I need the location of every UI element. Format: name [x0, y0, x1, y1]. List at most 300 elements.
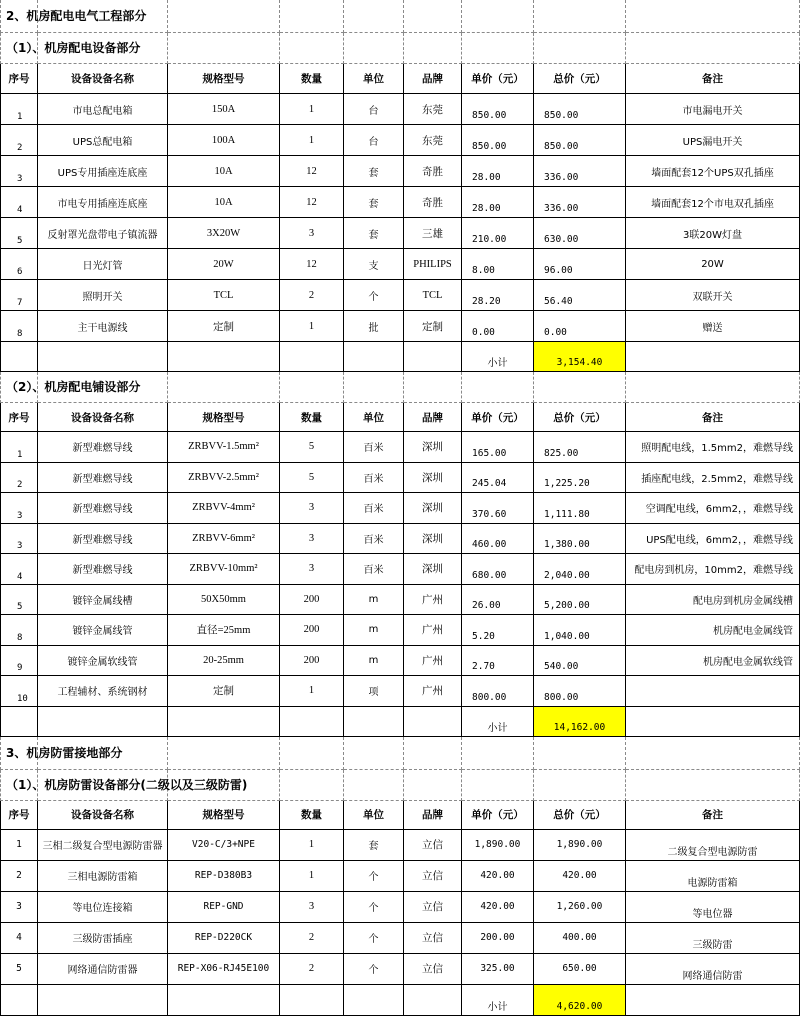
empty-cell[interactable]: [344, 737, 404, 770]
unit-price[interactable]: 245.04: [462, 463, 534, 494]
row-number[interactable]: 3: [0, 892, 38, 923]
item-unit[interactable]: 台: [344, 94, 404, 125]
subtotal-value[interactable]: 14,162.00: [534, 707, 626, 737]
item-spec[interactable]: 100A: [168, 125, 280, 156]
unit-price[interactable]: 28.00: [462, 156, 534, 187]
total-price[interactable]: 336.00: [534, 156, 626, 187]
item-name[interactable]: 新型难燃导线: [38, 493, 168, 524]
item-spec[interactable]: ZRBVV-6mm²: [168, 524, 280, 555]
row-number[interactable]: 4: [0, 923, 38, 954]
table-title-3: （1）、机房防雷设备部分(二级以及三级防雷): [6, 777, 248, 792]
unit-price[interactable]: 8.00: [462, 249, 534, 280]
unit-price[interactable]: 850.00: [462, 94, 534, 125]
item-brand[interactable]: 立信: [404, 830, 462, 861]
column-header[interactable]: 备注: [626, 801, 800, 830]
item-unit[interactable]: 套: [344, 218, 404, 249]
empty-cell[interactable]: [0, 342, 38, 372]
empty-cell[interactable]: [280, 985, 344, 1016]
row-number[interactable]: 5: [0, 954, 38, 985]
empty-cell[interactable]: [404, 770, 462, 801]
empty-cell[interactable]: [0, 707, 38, 737]
item-unit[interactable]: 百米: [344, 554, 404, 585]
empty-cell[interactable]: [168, 737, 280, 770]
item-name[interactable]: 新型难燃导线: [38, 554, 168, 585]
item-spec[interactable]: 150A: [168, 94, 280, 125]
item-quantity[interactable]: 2: [280, 954, 344, 985]
item-note[interactable]: 插座配电线，2.5mm2，难燃导线: [626, 463, 800, 494]
total-price[interactable]: 850.00: [534, 125, 626, 156]
empty-cell[interactable]: [534, 372, 626, 403]
item-brand[interactable]: 深圳: [404, 524, 462, 555]
total-price[interactable]: 540.00: [534, 646, 626, 677]
item-unit[interactable]: 项: [344, 676, 404, 707]
empty-cell[interactable]: [168, 985, 280, 1016]
subtotal-row: [0, 985, 800, 1016]
item-name[interactable]: 网络通信防雷器: [38, 954, 168, 985]
item-spec[interactable]: 10A: [168, 156, 280, 187]
item-unit[interactable]: m: [344, 615, 404, 646]
column-header[interactable]: 数量: [280, 801, 344, 830]
row-number[interactable]: 8: [0, 615, 38, 646]
item-unit[interactable]: 个: [344, 954, 404, 985]
item-spec[interactable]: ZRBVV-2.5mm²: [168, 463, 280, 494]
item-note[interactable]: 网络通信防雷: [626, 954, 800, 985]
item-unit[interactable]: 个: [344, 892, 404, 923]
row-number[interactable]: 5: [0, 218, 38, 249]
item-quantity[interactable]: 1: [280, 125, 344, 156]
empty-cell[interactable]: [168, 33, 280, 64]
empty-cell[interactable]: [38, 985, 168, 1016]
item-quantity[interactable]: 12: [280, 187, 344, 218]
table-row: [0, 524, 800, 555]
empty-cell[interactable]: [462, 0, 534, 33]
unit-price[interactable]: 680.00: [462, 554, 534, 585]
empty-cell[interactable]: [280, 342, 344, 372]
item-brand[interactable]: PHILIPS: [404, 249, 462, 280]
row-number[interactable]: 3: [0, 493, 38, 524]
item-quantity[interactable]: 5: [280, 463, 344, 494]
empty-cell[interactable]: [280, 707, 344, 737]
item-quantity[interactable]: 3: [280, 493, 344, 524]
empty-cell[interactable]: [626, 737, 800, 770]
table-row: [0, 646, 800, 677]
unit-price[interactable]: 2.70: [462, 646, 534, 677]
empty-cell[interactable]: [280, 0, 344, 33]
item-name[interactable]: 新型难燃导线: [38, 432, 168, 463]
row-number[interactable]: 9: [0, 646, 38, 677]
empty-cell[interactable]: [344, 770, 404, 801]
unit-price[interactable]: 460.00: [462, 524, 534, 555]
item-note[interactable]: 双联开关: [626, 280, 800, 311]
total-price[interactable]: 96.00: [534, 249, 626, 280]
table-row: [0, 94, 800, 125]
column-header[interactable]: 品牌: [404, 64, 462, 94]
empty-cell[interactable]: [344, 985, 404, 1016]
item-quantity[interactable]: 1: [280, 94, 344, 125]
item-unit[interactable]: 个: [344, 861, 404, 892]
item-spec[interactable]: 定制: [168, 676, 280, 707]
item-unit[interactable]: 套: [344, 187, 404, 218]
column-header[interactable]: 规格型号: [168, 64, 280, 94]
column-header[interactable]: 备注: [626, 64, 800, 94]
empty-cell[interactable]: [626, 342, 800, 372]
table-row: [0, 830, 800, 861]
total-price[interactable]: 1,040.00: [534, 615, 626, 646]
empty-cell[interactable]: [280, 33, 344, 64]
empty-cell[interactable]: [404, 0, 462, 33]
item-name[interactable]: 主干电源线: [38, 311, 168, 342]
item-unit[interactable]: m: [344, 646, 404, 677]
row-number[interactable]: 10: [0, 676, 38, 707]
total-price[interactable]: 420.00: [534, 861, 626, 892]
empty-cell[interactable]: [168, 707, 280, 737]
item-quantity[interactable]: 1: [280, 830, 344, 861]
item-quantity[interactable]: 3: [280, 218, 344, 249]
empty-cell[interactable]: [462, 372, 534, 403]
empty-cell[interactable]: [626, 33, 800, 64]
item-brand[interactable]: TCL: [404, 280, 462, 311]
item-brand[interactable]: 东莞: [404, 125, 462, 156]
item-unit[interactable]: 台: [344, 125, 404, 156]
empty-cell[interactable]: [344, 0, 404, 33]
item-note[interactable]: 墙面配套12个UPS双孔插座: [626, 156, 800, 187]
item-name[interactable]: 三级防雷插座: [38, 923, 168, 954]
empty-cell[interactable]: [344, 707, 404, 737]
item-quantity[interactable]: 3: [280, 554, 344, 585]
item-unit[interactable]: 套: [344, 830, 404, 861]
column-header[interactable]: 单价（元）: [462, 403, 534, 432]
item-unit[interactable]: 套: [344, 156, 404, 187]
item-spec[interactable]: REP-D220CK: [168, 923, 280, 954]
item-quantity[interactable]: 200: [280, 585, 344, 616]
column-header[interactable]: 单价（元）: [462, 64, 534, 94]
item-brand[interactable]: 立信: [404, 954, 462, 985]
row-number[interactable]: 3: [0, 156, 38, 187]
empty-cell[interactable]: [404, 707, 462, 737]
row-number[interactable]: 4: [0, 187, 38, 218]
item-note[interactable]: 二级复合型电源防雷: [626, 830, 800, 861]
column-header[interactable]: 总价（元）: [534, 403, 626, 432]
item-quantity[interactable]: 1: [280, 861, 344, 892]
empty-cell[interactable]: [404, 33, 462, 64]
empty-cell[interactable]: [344, 342, 404, 372]
table-row: [0, 432, 800, 463]
total-price[interactable]: 1,111.80: [534, 493, 626, 524]
section-title-3-row: [0, 737, 800, 770]
empty-cell[interactable]: [404, 342, 462, 372]
column-header[interactable]: 设备设备名称: [38, 403, 168, 432]
unit-price[interactable]: 165.00: [462, 432, 534, 463]
item-note[interactable]: 配电房到机房，10mm2，难燃导线: [626, 554, 800, 585]
item-unit[interactable]: 百米: [344, 463, 404, 494]
subtotal-value[interactable]: 4,620.00: [534, 985, 626, 1016]
item-note[interactable]: 空调配电线，6mm2，，难燃导线: [626, 493, 800, 524]
empty-cell[interactable]: [462, 737, 534, 770]
unit-price[interactable]: 420.00: [462, 861, 534, 892]
total-price[interactable]: 0.00: [534, 311, 626, 342]
total-price[interactable]: 336.00: [534, 187, 626, 218]
column-header[interactable]: 单位: [344, 403, 404, 432]
item-name[interactable]: 工程辅材、系统钢材: [38, 676, 168, 707]
item-quantity[interactable]: 3: [280, 524, 344, 555]
item-name[interactable]: 新型难燃导线: [38, 463, 168, 494]
item-spec[interactable]: 20-25mm: [168, 646, 280, 677]
item-name[interactable]: 新型难燃导线: [38, 524, 168, 555]
empty-cell[interactable]: [168, 342, 280, 372]
subtotal-value[interactable]: 3,154.40: [534, 342, 626, 372]
total-price[interactable]: 1,380.00: [534, 524, 626, 555]
item-brand[interactable]: 广州: [404, 646, 462, 677]
empty-cell[interactable]: [344, 33, 404, 64]
empty-cell[interactable]: [534, 737, 626, 770]
item-name[interactable]: 市电总配电箱: [38, 94, 168, 125]
item-name[interactable]: 镀锌金属线槽: [38, 585, 168, 616]
item-quantity[interactable]: 12: [280, 156, 344, 187]
empty-cell[interactable]: [534, 0, 626, 33]
column-header[interactable]: 规格型号: [168, 801, 280, 830]
item-spec[interactable]: 50X50mm: [168, 585, 280, 616]
total-price[interactable]: 1,225.20: [534, 463, 626, 494]
item-spec[interactable]: V20-C/3+NPE: [168, 830, 280, 861]
empty-cell[interactable]: [626, 770, 800, 801]
subtotal-label[interactable]: 小计: [462, 707, 534, 737]
item-name[interactable]: 反射罩光盘带电子镇流器: [38, 218, 168, 249]
row-number[interactable]: 7: [0, 280, 38, 311]
unit-price[interactable]: 0.00: [462, 311, 534, 342]
item-name[interactable]: 三相二级复合型电源防雷器: [38, 830, 168, 861]
empty-cell[interactable]: [534, 770, 626, 801]
item-name[interactable]: 三相电源防雷箱: [38, 861, 168, 892]
item-spec[interactable]: REP-D380B3: [168, 861, 280, 892]
column-header[interactable]: 规格型号: [168, 403, 280, 432]
item-note[interactable]: 20W: [626, 249, 800, 280]
empty-cell[interactable]: [534, 33, 626, 64]
item-note[interactable]: 墙面配套12个市电双孔插座: [626, 187, 800, 218]
unit-price[interactable]: 5.20: [462, 615, 534, 646]
empty-cell[interactable]: [626, 0, 800, 33]
empty-cell[interactable]: [280, 737, 344, 770]
item-note[interactable]: 赠送: [626, 311, 800, 342]
total-price[interactable]: 1,260.00: [534, 892, 626, 923]
item-brand[interactable]: 深圳: [404, 493, 462, 524]
item-note[interactable]: 3联20W灯盘: [626, 218, 800, 249]
item-note[interactable]: 照明配电线，1.5mm2，难燃导线: [626, 432, 800, 463]
item-brand[interactable]: 定制: [404, 311, 462, 342]
item-name[interactable]: 日光灯管: [38, 249, 168, 280]
item-brand[interactable]: 立信: [404, 892, 462, 923]
item-name[interactable]: 镀锌金属线管: [38, 615, 168, 646]
item-note[interactable]: 市电漏电开关: [626, 94, 800, 125]
item-spec[interactable]: 直径=25mm: [168, 615, 280, 646]
row-number[interactable]: 1: [0, 94, 38, 125]
unit-price[interactable]: 420.00: [462, 892, 534, 923]
table-row: [0, 923, 800, 954]
item-spec[interactable]: 定制: [168, 311, 280, 342]
column-header[interactable]: 单位: [344, 801, 404, 830]
row-number[interactable]: 2: [0, 861, 38, 892]
unit-price[interactable]: 1,890.00: [462, 830, 534, 861]
item-note[interactable]: 等电位器: [626, 892, 800, 923]
item-quantity[interactable]: 3: [280, 892, 344, 923]
empty-cell[interactable]: [168, 372, 280, 403]
item-spec[interactable]: ZRBVV-10mm²: [168, 554, 280, 585]
item-quantity[interactable]: 1: [280, 676, 344, 707]
empty-cell[interactable]: [404, 985, 462, 1016]
total-price[interactable]: 825.00: [534, 432, 626, 463]
row-number[interactable]: 4: [0, 554, 38, 585]
column-header[interactable]: 设备设备名称: [38, 801, 168, 830]
total-price[interactable]: 1,890.00: [534, 830, 626, 861]
item-name[interactable]: UPS专用插座连底座: [38, 156, 168, 187]
item-unit[interactable]: 个: [344, 280, 404, 311]
item-brand[interactable]: 广州: [404, 585, 462, 616]
empty-cell[interactable]: [0, 985, 38, 1016]
item-name[interactable]: 等电位连接箱: [38, 892, 168, 923]
column-header[interactable]: 备注: [626, 403, 800, 432]
item-brand[interactable]: 三雄: [404, 218, 462, 249]
unit-price[interactable]: 325.00: [462, 954, 534, 985]
empty-cell[interactable]: [168, 0, 280, 33]
unit-price[interactable]: 210.00: [462, 218, 534, 249]
item-quantity[interactable]: 2: [280, 280, 344, 311]
unit-price[interactable]: 200.00: [462, 923, 534, 954]
unit-price[interactable]: 370.60: [462, 493, 534, 524]
item-unit[interactable]: 百米: [344, 493, 404, 524]
item-unit[interactable]: 个: [344, 923, 404, 954]
item-unit[interactable]: 批: [344, 311, 404, 342]
unit-price[interactable]: 28.20: [462, 280, 534, 311]
column-header[interactable]: 总价（元）: [534, 801, 626, 830]
column-header[interactable]: 序号: [0, 403, 38, 432]
item-name[interactable]: 市电专用插座连底座: [38, 187, 168, 218]
column-header[interactable]: 设备设备名称: [38, 64, 168, 94]
item-brand[interactable]: 广州: [404, 676, 462, 707]
item-spec[interactable]: REP-GND: [168, 892, 280, 923]
item-quantity[interactable]: 200: [280, 615, 344, 646]
total-price[interactable]: 400.00: [534, 923, 626, 954]
empty-cell[interactable]: [404, 372, 462, 403]
item-brand[interactable]: 奇胜: [404, 187, 462, 218]
item-quantity[interactable]: 2: [280, 923, 344, 954]
row-number[interactable]: 8: [0, 311, 38, 342]
total-price[interactable]: 850.00: [534, 94, 626, 125]
column-header[interactable]: 品牌: [404, 801, 462, 830]
unit-price[interactable]: 26.00: [462, 585, 534, 616]
total-price[interactable]: 650.00: [534, 954, 626, 985]
item-note[interactable]: 机房配电金属线管: [626, 615, 800, 646]
empty-cell[interactable]: [280, 770, 344, 801]
item-quantity[interactable]: 200: [280, 646, 344, 677]
item-brand[interactable]: 奇胜: [404, 156, 462, 187]
table-row: [0, 156, 800, 187]
table-row: [0, 954, 800, 985]
item-spec[interactable]: 3X20W: [168, 218, 280, 249]
item-note[interactable]: 电源防雷箱: [626, 861, 800, 892]
column-header[interactable]: 序号: [0, 801, 38, 830]
empty-cell[interactable]: [626, 707, 800, 737]
empty-cell[interactable]: [38, 342, 168, 372]
item-spec[interactable]: 10A: [168, 187, 280, 218]
item-note[interactable]: [626, 676, 800, 707]
item-unit[interactable]: 百米: [344, 432, 404, 463]
item-unit[interactable]: 百米: [344, 524, 404, 555]
total-price[interactable]: 800.00: [534, 676, 626, 707]
total-price[interactable]: 5,200.00: [534, 585, 626, 616]
column-header[interactable]: 序号: [0, 64, 38, 94]
column-header[interactable]: 单位: [344, 64, 404, 94]
item-spec[interactable]: ZRBVV-4mm²: [168, 493, 280, 524]
item-unit[interactable]: m: [344, 585, 404, 616]
item-brand[interactable]: 东莞: [404, 94, 462, 125]
table-title-1: （1）、机房配电设备部分: [6, 41, 141, 55]
column-header[interactable]: 品牌: [404, 403, 462, 432]
total-price[interactable]: 2,040.00: [534, 554, 626, 585]
row-number[interactable]: 5: [0, 585, 38, 616]
column-header[interactable]: 单价（元）: [462, 801, 534, 830]
unit-price[interactable]: 28.00: [462, 187, 534, 218]
total-price[interactable]: 56.40: [534, 280, 626, 311]
empty-cell[interactable]: [462, 33, 534, 64]
column-header[interactable]: 数量: [280, 403, 344, 432]
row-number[interactable]: 1: [0, 830, 38, 861]
empty-cell[interactable]: [404, 737, 462, 770]
row-number[interactable]: 6: [0, 249, 38, 280]
item-brand[interactable]: 立信: [404, 923, 462, 954]
empty-cell[interactable]: [280, 372, 344, 403]
empty-cell[interactable]: [626, 985, 800, 1016]
row-number[interactable]: 2: [0, 463, 38, 494]
item-spec[interactable]: TCL: [168, 280, 280, 311]
item-brand[interactable]: 深圳: [404, 463, 462, 494]
unit-price[interactable]: 800.00: [462, 676, 534, 707]
item-note[interactable]: 机房配电金属软线管: [626, 646, 800, 677]
empty-cell[interactable]: [38, 707, 168, 737]
empty-cell[interactable]: [344, 372, 404, 403]
item-note[interactable]: UPS漏电开关: [626, 125, 800, 156]
item-brand[interactable]: 立信: [404, 861, 462, 892]
item-note[interactable]: 配电房到机房金属线槽: [626, 585, 800, 616]
column-header[interactable]: 总价（元）: [534, 64, 626, 94]
empty-cell[interactable]: [462, 770, 534, 801]
row-number[interactable]: 3: [0, 524, 38, 555]
item-quantity[interactable]: 5: [280, 432, 344, 463]
item-unit[interactable]: 支: [344, 249, 404, 280]
table-row: [0, 585, 800, 616]
row-number[interactable]: 2: [0, 125, 38, 156]
item-brand[interactable]: 广州: [404, 615, 462, 646]
item-quantity[interactable]: 12: [280, 249, 344, 280]
unit-price[interactable]: 850.00: [462, 125, 534, 156]
item-note[interactable]: 三级防雷: [626, 923, 800, 954]
subtotal-label[interactable]: 小计: [462, 985, 534, 1016]
item-note[interactable]: UPS配电线，6mm2，，难燃导线: [626, 524, 800, 555]
item-brand[interactable]: 深圳: [404, 432, 462, 463]
item-spec[interactable]: 20W: [168, 249, 280, 280]
item-spec[interactable]: ZRBVV-1.5mm²: [168, 432, 280, 463]
row-number[interactable]: 1: [0, 432, 38, 463]
item-brand[interactable]: 深圳: [404, 554, 462, 585]
subtotal-row: [0, 707, 800, 737]
column-header[interactable]: 数量: [280, 64, 344, 94]
item-spec[interactable]: REP-X06-RJ45E100: [168, 954, 280, 985]
item-name[interactable]: 照明开关: [38, 280, 168, 311]
item-quantity[interactable]: 1: [280, 311, 344, 342]
total-price[interactable]: 630.00: [534, 218, 626, 249]
item-name[interactable]: UPS总配电箱: [38, 125, 168, 156]
item-name[interactable]: 镀锌金属软线管: [38, 646, 168, 677]
subtotal-label[interactable]: 小计: [462, 342, 534, 372]
empty-cell[interactable]: [626, 372, 800, 403]
